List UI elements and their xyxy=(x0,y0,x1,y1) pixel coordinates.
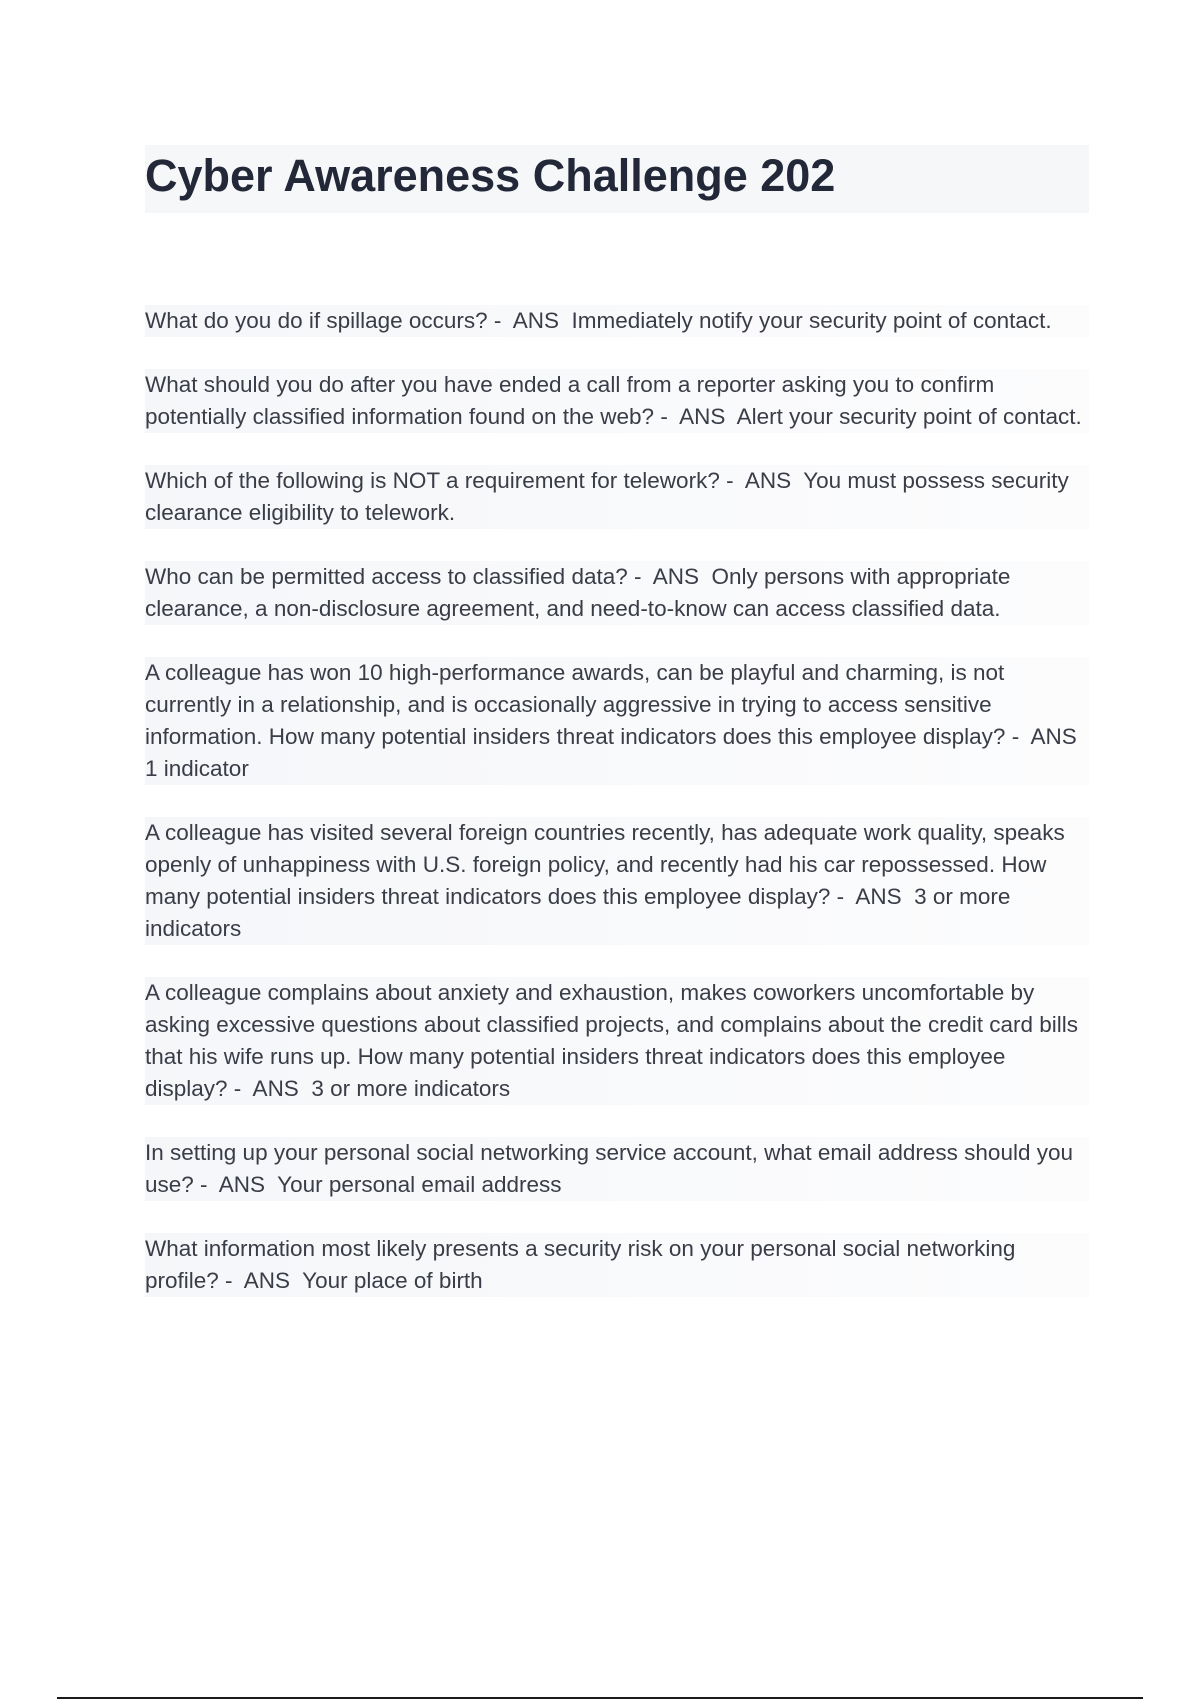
qa-list xyxy=(145,305,1089,1329)
footer-divider xyxy=(57,1697,1143,1699)
qa-item-8: In setting up your personal social networking service account, what email address should you use? - ANS Your personal email address xyxy=(145,1137,1089,1201)
qa-item-5: A colleague has won 10 high-performance awards, can be playful and charming, is not currently in a relationship, and is occasionally aggressive in trying to access sensitive information. How many potential insiders threat indicators does this employee display? - ANS 1 indicator xyxy=(145,657,1089,785)
qa-item-6: A colleague has visited several foreign countries recently, has adequate work quality, speaks openly of unhappiness with U.S. foreign policy, and recently had his car repossessed. How many potential insiders threat indicators does this employee display? - ANS 3 or more indicators xyxy=(145,817,1089,945)
qa-item-2: What should you do after you have ended a call from a reporter asking you to confirm potentially classified information found on the web? - ANS Alert your security point of contact. xyxy=(145,369,1089,433)
qa-item-3: Which of the following is NOT a requirement for telework? - ANS You must possess security clearance eligibility to telework. xyxy=(145,465,1089,529)
qa-item-9: What information most likely presents a security risk on your personal social networking profile? - ANS Your place of birth xyxy=(145,1233,1089,1297)
qa-item-4: Who can be permitted access to classified data? - ANS Only persons with appropriate clearance, a non-disclosure agreement, and need-to-know can access classified data. xyxy=(145,561,1089,625)
qa-item-1: What do you do if spillage occurs? - ANS Immediately notify your security point of contact. xyxy=(145,305,1089,337)
qa-item-7: A colleague complains about anxiety and exhaustion, makes coworkers uncomfortable by asking excessive questions about classified projects, and complains about the credit card bills that his wife runs up. How many potential insiders threat indicators does this employee display? - ANS 3 or more indicators xyxy=(145,977,1089,1105)
document-title: Cyber Awareness Challenge 202 xyxy=(145,150,836,201)
